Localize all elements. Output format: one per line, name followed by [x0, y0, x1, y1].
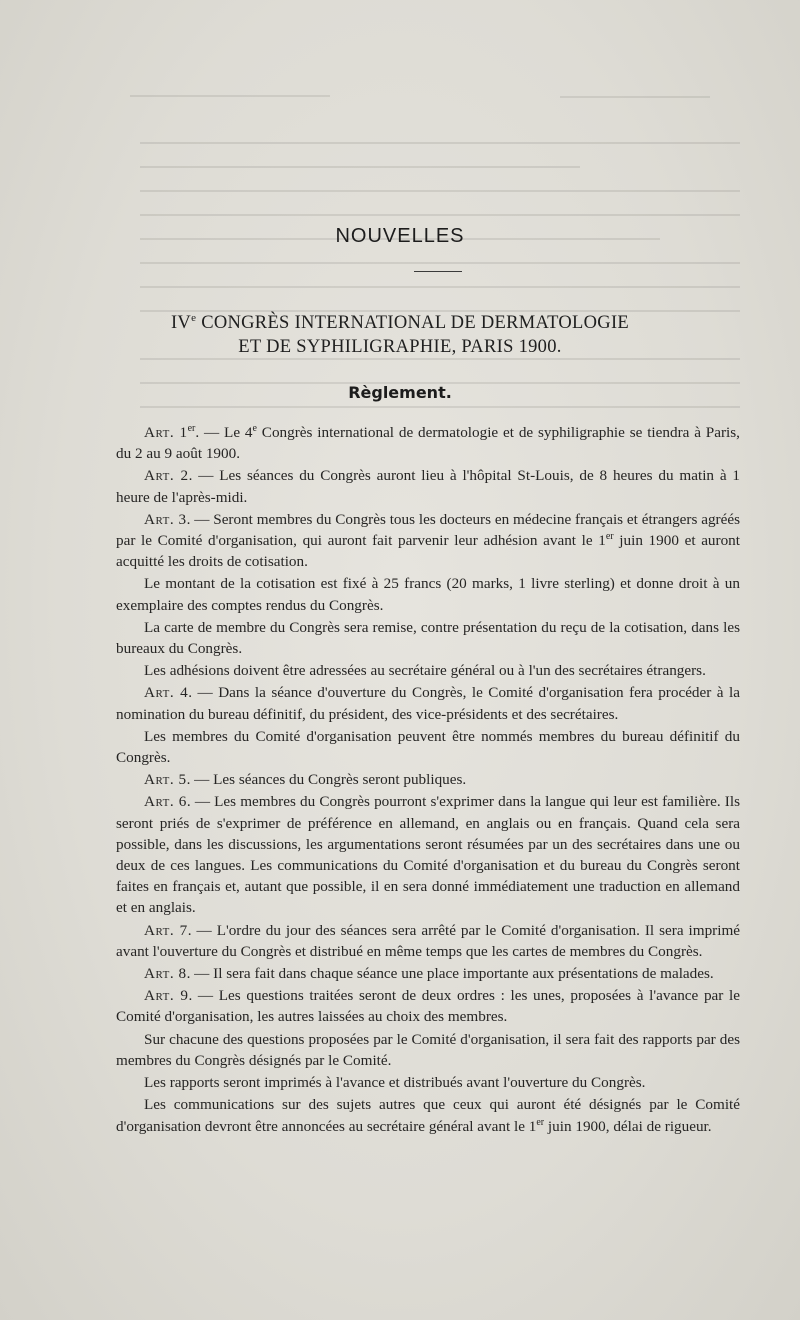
- regulation-body: [116, 422, 740, 1138]
- heading-superscript: e: [191, 311, 197, 324]
- heading-line-2: ET DE SYPHILIGRAPHIE, PARIS 1900.: [238, 337, 562, 357]
- reglement-heading: Règlement.: [348, 383, 452, 402]
- article-5: Art. 5. — Les séances du Congrès seront publiques.: [144, 771, 467, 789]
- congress-heading: [0, 311, 800, 359]
- paragraph-communications: Les communications sur des sujets autres que ceux qui auront été désignés par le Comité d'organisation devront être annoncées au secrétaire général avant le 1er juin 1900, délai de rigueur.: [116, 1096, 740, 1135]
- article-3: Art. 3. — Seront membres du Congrès tous les docteurs en médecine français et étrangers agréés par le Comité d'organisation, qui auront fait parvenir leur adhésion avant le 1er juin 1900 et auront acquitté les droits de cotisation.: [116, 510, 740, 571]
- heading-roman-numeral: IV: [170, 313, 192, 333]
- article-4: Art. 4. — Dans la séance d'ouverture du Congrès, le Comité d'organisation fera procéder à la nomination du bureau définitif, du président, des vice-présidents et des secrétaires.: [116, 684, 740, 723]
- paragraph-imprimes: Les rapports seront imprimés à l'avance et distribués avant l'ouverture du Congrès.: [144, 1074, 646, 1092]
- article-7: Art. 7. — L'ordre du jour des séances sera arrêté par le Comité d'organisation. Il sera imprimé avant l'ouverture du Congrès et distribué en même temps que les cartes de membres du Congrès.: [116, 921, 740, 960]
- article-2: Art. 2. — Les séances du Congrès auront lieu à l'hôpital St-Louis, de 8 heures du matin à 1 heure de l'après-midi.: [116, 467, 740, 506]
- paragraph-adhesions: Les adhésions doivent être adressées au secrétaire général ou à l'un des secrétaires étrangers.: [144, 662, 706, 680]
- article-9: Art. 9. — Les questions traitées seront de deux ordres : les unes, proposées à l'avance par le Comité d'organisation, les autres laissées au choix des membres.: [116, 987, 740, 1026]
- heading-line-1: CONGRÈS INTERNATIONAL DE DERMATOLOGIE: [196, 313, 630, 333]
- paragraph-cotisation: Le montant de la cotisation est fixé à 25 francs (20 marks, 1 livre sterling) et donne droit à un exemplaire des comptes rendus du Congrès.: [116, 575, 740, 614]
- article-1: Art. 1er. — Le 4e Congrès international de dermatologie et de syphiligraphie se tiendra à Paris, du 2 au 9 août 1900.: [116, 422, 740, 463]
- section-title: NOUVELLES: [335, 225, 465, 247]
- article-6: Art. 6. — Les membres du Congrès pourront s'exprimer dans la langue qui leur est familière. Ils seront priés de s'exprimer de préférence en allemand, en anglais ou en français. Quand cela sera possible, dans les discussions, les argumentations seront résumées par un des secrétaires dans une ou deux de ces langues. Les communications du Comité d'organisation et du bureau du Congrès seront faites en français et, autant que possible, il en sera donné immédiatement une traduction en allemand et en anglais.: [116, 793, 740, 917]
- title-rule: [414, 271, 462, 272]
- paragraph-carte: La carte de membre du Congrès sera remise, contre présentation du reçu de la cotisation, dans les bureaux du Congrès.: [116, 618, 740, 658]
- paragraph-rapports: Sur chacune des questions proposées par le Comité d'organisation, il sera fait des rapports par des membres du Congrès désignés par le Comité.: [116, 1030, 740, 1069]
- paragraph-membres-bureau: Les membres du Comité d'organisation peuvent être nommés membres du bureau définitif du Congrès.: [116, 727, 740, 767]
- article-8: Art. 8. — Il sera fait dans chaque séance une place importante aux présentations de malades.: [144, 965, 714, 983]
